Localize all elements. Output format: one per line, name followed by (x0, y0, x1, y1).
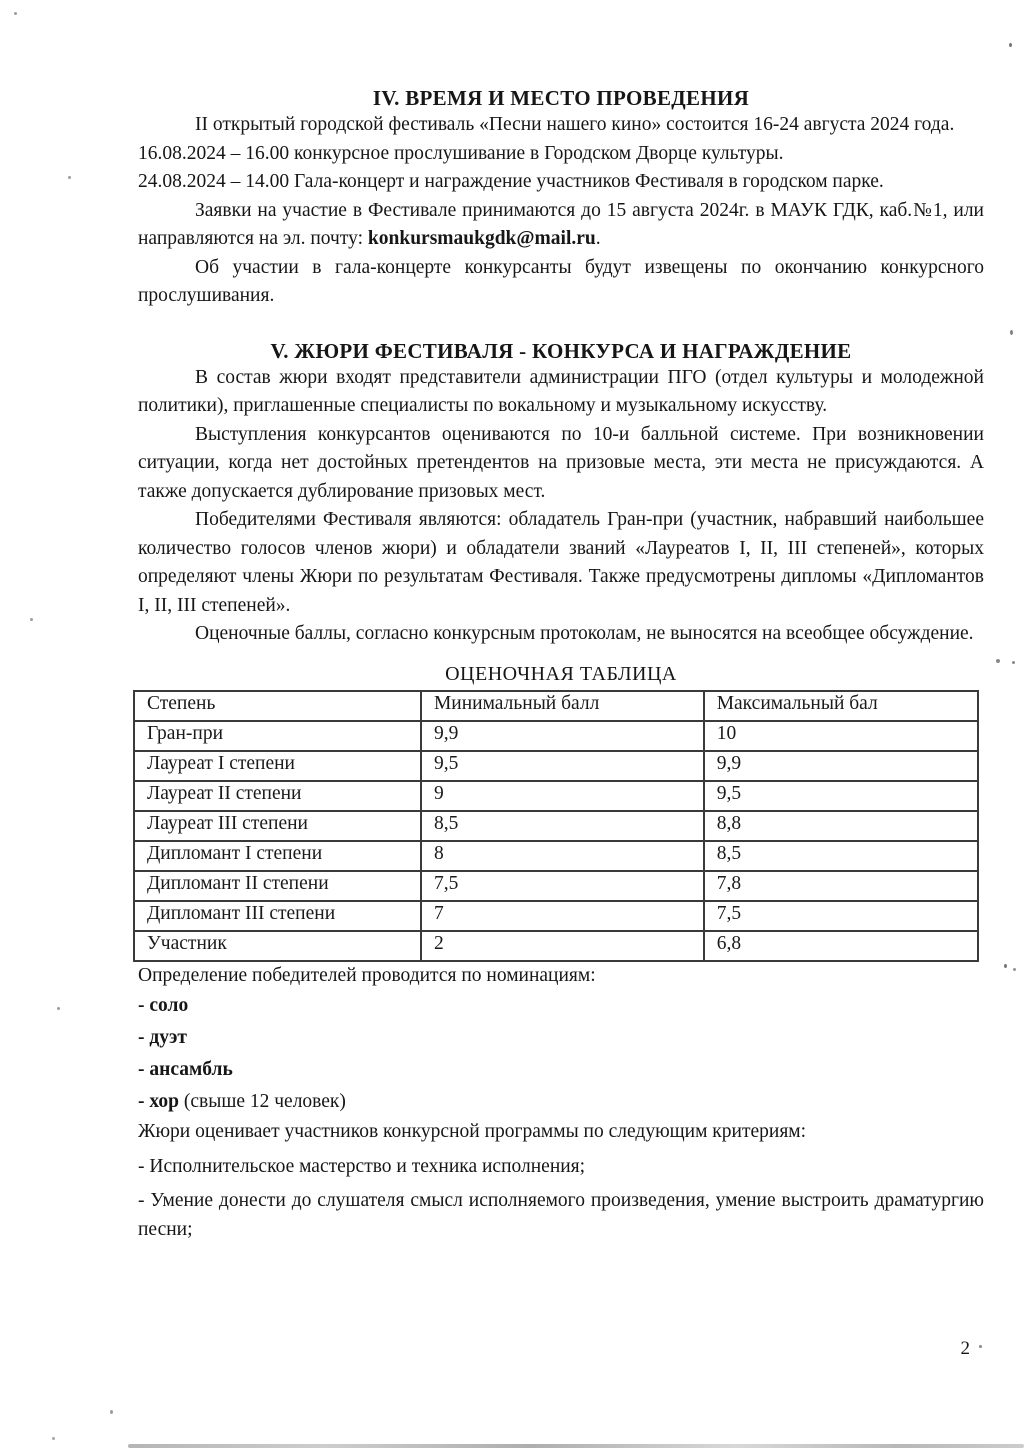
cell-max: 8,8 (704, 811, 978, 841)
cell-degree: Дипломант III степени (134, 901, 421, 931)
scan-speck (1013, 968, 1016, 971)
header-max-score: Максимальный бал (704, 691, 978, 721)
criterion-meaning: - Умение донести до слушателя смысл исполняемого произведения, умение выстроить драматургию песни; (138, 1190, 984, 1240)
cell-max: 10 (704, 721, 978, 751)
table-row (134, 811, 978, 841)
cell-min: 2 (421, 931, 704, 961)
cell-degree: Дипломант I степени (134, 841, 421, 871)
nomination-choir (138, 1086, 984, 1118)
scan-speck (52, 1437, 55, 1440)
nomination-label: - ансамбль (138, 1059, 233, 1080)
nomination-label: - дуэт (138, 1027, 187, 1048)
nomination-label: - хор (138, 1091, 179, 1112)
cell-max: 7,8 (704, 871, 978, 901)
nomination-duet (138, 1022, 984, 1054)
cell-min: 9,5 (421, 751, 704, 781)
scan-speck (68, 176, 71, 179)
scan-speck (1012, 661, 1015, 664)
table-row (134, 871, 978, 901)
scan-speck (1009, 43, 1012, 47)
cell-degree: Гран-при (134, 721, 421, 751)
scan-speck (1004, 964, 1007, 968)
nominations-intro: Определение победителей проводится по номинациям: (138, 964, 596, 986)
paragraph-winners: Победителями Фестиваля являются: обладатель Гран-при (участник, набравший наибольшее количество голосов членов жюри) и обладатели званий «Лауреатов I, II, III степеней», которых определяют члены Жюри по результатам Фестиваля. Также предусмотрены дипломы «Дипломантов I, II, III степеней». (138, 509, 984, 616)
table-row (134, 751, 978, 781)
scan-speck (979, 1345, 982, 1348)
header-degree: Степень (134, 691, 421, 721)
page-number: 2 (960, 1338, 970, 1359)
header-min-score: Минимальный балл (421, 691, 704, 721)
table-header-row (134, 691, 978, 721)
paragraph-audition-date: 16.08.2024 – 16.00 конкурсное прослушивание в Городском Дворце культуры. (138, 142, 784, 164)
cell-min: 7,5 (421, 871, 704, 901)
paragraph-festival-dates: II открытый городской фестиваль «Песни нашего кино» состоится 16-24 августа 2024 года. (195, 114, 955, 135)
cell-min: 9 (421, 781, 704, 811)
scan-speck (14, 12, 17, 15)
scan-speck (110, 1410, 113, 1414)
document-body (138, 0, 984, 1244)
paragraph-gala-notice: Об участии в гала-концерте конкурсанты будут извещены по окончанию конкурсного прослушивания. (138, 256, 984, 306)
assessment-table (133, 690, 979, 962)
paragraph-gala-date: 24.08.2024 – 14.00 Гала-концерт и награждение участников Фестиваля в городском парке. (138, 171, 884, 192)
cell-min: 7 (421, 901, 704, 931)
nomination-solo (138, 990, 984, 1022)
paragraph-scoring-system: Выступления конкурсантов оцениваются по 10-и балльной системе. При возникновении ситуации, когда нет достойных претендентов на призовые места, эти места не присуждаются. А также допускается дублирование призовых мест. (138, 423, 984, 502)
table-row (134, 781, 978, 811)
paragraph-scores-private: Оценочные баллы, согласно конкурсным протоколам, не выносятся на всеобщее обсуждение. (195, 623, 974, 644)
scan-speck (996, 659, 1000, 663)
table-row (134, 841, 978, 871)
table-row (134, 901, 978, 931)
assessment-table-title: ОЦЕНОЧНАЯ ТАБЛИЦА (445, 662, 677, 685)
cell-max: 6,8 (704, 931, 978, 961)
applications-period: . (595, 228, 601, 249)
cell-min: 9,9 (421, 721, 704, 751)
scan-speck (30, 618, 33, 621)
cell-degree: Лауреат II степени (134, 781, 421, 811)
cell-degree: Дипломант II степени (134, 871, 421, 901)
cell-min: 8,5 (421, 811, 704, 841)
cell-max: 9,5 (704, 781, 978, 811)
section-v-heading: V. ЖЮРИ ФЕСТИВАЛЯ - КОНКУРСА И НАГРАЖДЕНИЕ (270, 338, 852, 363)
table-row (134, 721, 978, 751)
criteria-intro: Жюри оценивает участников конкурсной программы по следующим критериям: (138, 1121, 807, 1142)
paragraph-jury-members: В состав жюри входят представители администрации ПГО (отдел культуры и молодежной политики), приглашенные специалисты по вокальному и музыкальному искусству. (138, 366, 984, 416)
table-row (134, 931, 978, 961)
applications-text: Заявки на участие в Фестивале принимаются до 15 августа 2024г. в МАУК ГДК, каб.№1, или направляются на эл. почту: (138, 199, 984, 249)
cell-max: 8,5 (704, 841, 978, 871)
nomination-ensemble (138, 1054, 984, 1086)
cell-min: 8 (421, 841, 704, 871)
cell-max: 7,5 (704, 901, 978, 931)
nomination-label: - соло (138, 995, 189, 1016)
cell-degree: Лауреат III степени (134, 811, 421, 841)
scan-edge-artifact (128, 1444, 1024, 1448)
cell-max: 9,9 (704, 751, 978, 781)
cell-degree: Лауреат I степени (134, 751, 421, 781)
section-iv-heading: IV. ВРЕМЯ И МЕСТО ПРОВЕДЕНИЯ (372, 86, 750, 110)
paragraph-applications (138, 197, 984, 254)
contact-email: konkursmaukgdk@mail.ru (367, 228, 596, 249)
criterion-technique: - Исполнительское мастерство и техника исполнения; (138, 1155, 586, 1177)
scan-speck (57, 1007, 60, 1010)
nomination-suffix: (свыше 12 человек) (178, 1091, 346, 1112)
scan-speck (1010, 330, 1013, 335)
cell-degree: Участник (134, 931, 421, 961)
